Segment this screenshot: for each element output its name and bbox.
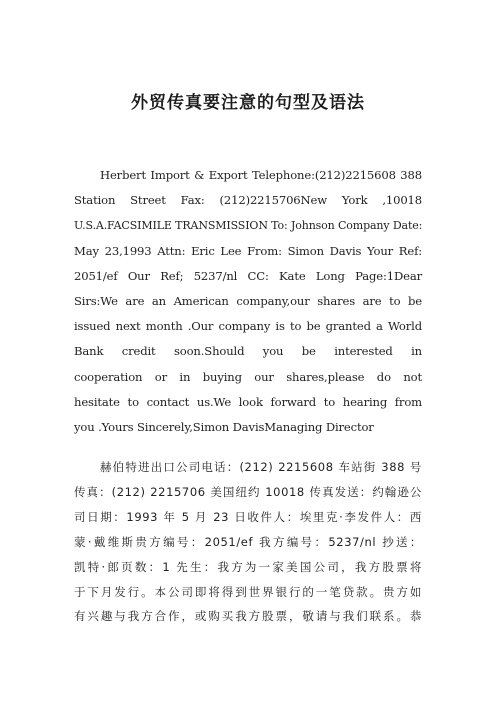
english-line: Station Street Fax: (212)2215706New York ,10018	[74, 193, 422, 208]
english-line: Bank credit soon.Should you be interested in	[74, 344, 422, 359]
english-paragraph	[74, 163, 422, 440]
chinese-line: 蒙·戴维斯贵方编号：2051/ef 我方编号：5237/nl 抄送：	[74, 534, 422, 549]
chinese-line: 凯特·郎页数：1 先生：我方为一家美国公司，我方股票将	[74, 559, 422, 574]
chinese-paragraph	[74, 455, 422, 629]
english-line: you .Yours Sincerely,Simon DavisManaging Director	[74, 420, 374, 435]
english-line: cooperation or in buying our shares,please do not	[74, 369, 422, 384]
chinese-line: 于下月发行。本公司即将得到世界银行的一笔贷款。贵方如	[74, 584, 422, 599]
english-line: U.S.A.FACSIMILE TRANSMISSION To: Johnson Company Date:	[74, 218, 423, 233]
english-line: Herbert Import & Export Telephone:(212)2215608 388	[100, 168, 422, 182]
document-title: 外贸传真要注意的句型及语法	[131, 93, 365, 113]
chinese-line: 司日期：1993 年 5 月 23 日收件人：埃里克·李发件人：西	[74, 509, 422, 524]
english-line: Sirs:We are an American company,our shares are to be	[74, 294, 422, 309]
chinese-line: 传真：(212) 2215706 美国纽约 10018 传真发送：约翰逊公	[74, 484, 422, 499]
chinese-line: 有兴趣与我方合作，或购买我方股票，敬请与我们联系。恭	[74, 609, 422, 624]
english-line: issued next month .Our company is to be granted a World	[74, 319, 422, 334]
english-line: hesitate to contact us.We look forward to hearing from	[74, 394, 422, 409]
english-line: May 23,1993 Attn: Eric Lee From: Simon Davis Your Ref:	[74, 243, 422, 258]
english-line: 2051/ef Our Ref; 5237/nl CC: Kate Long Page:1Dear	[74, 268, 422, 283]
chinese-line: 赫伯特进出口公司电话：(212) 2215608 车站街 388 号	[100, 460, 422, 474]
